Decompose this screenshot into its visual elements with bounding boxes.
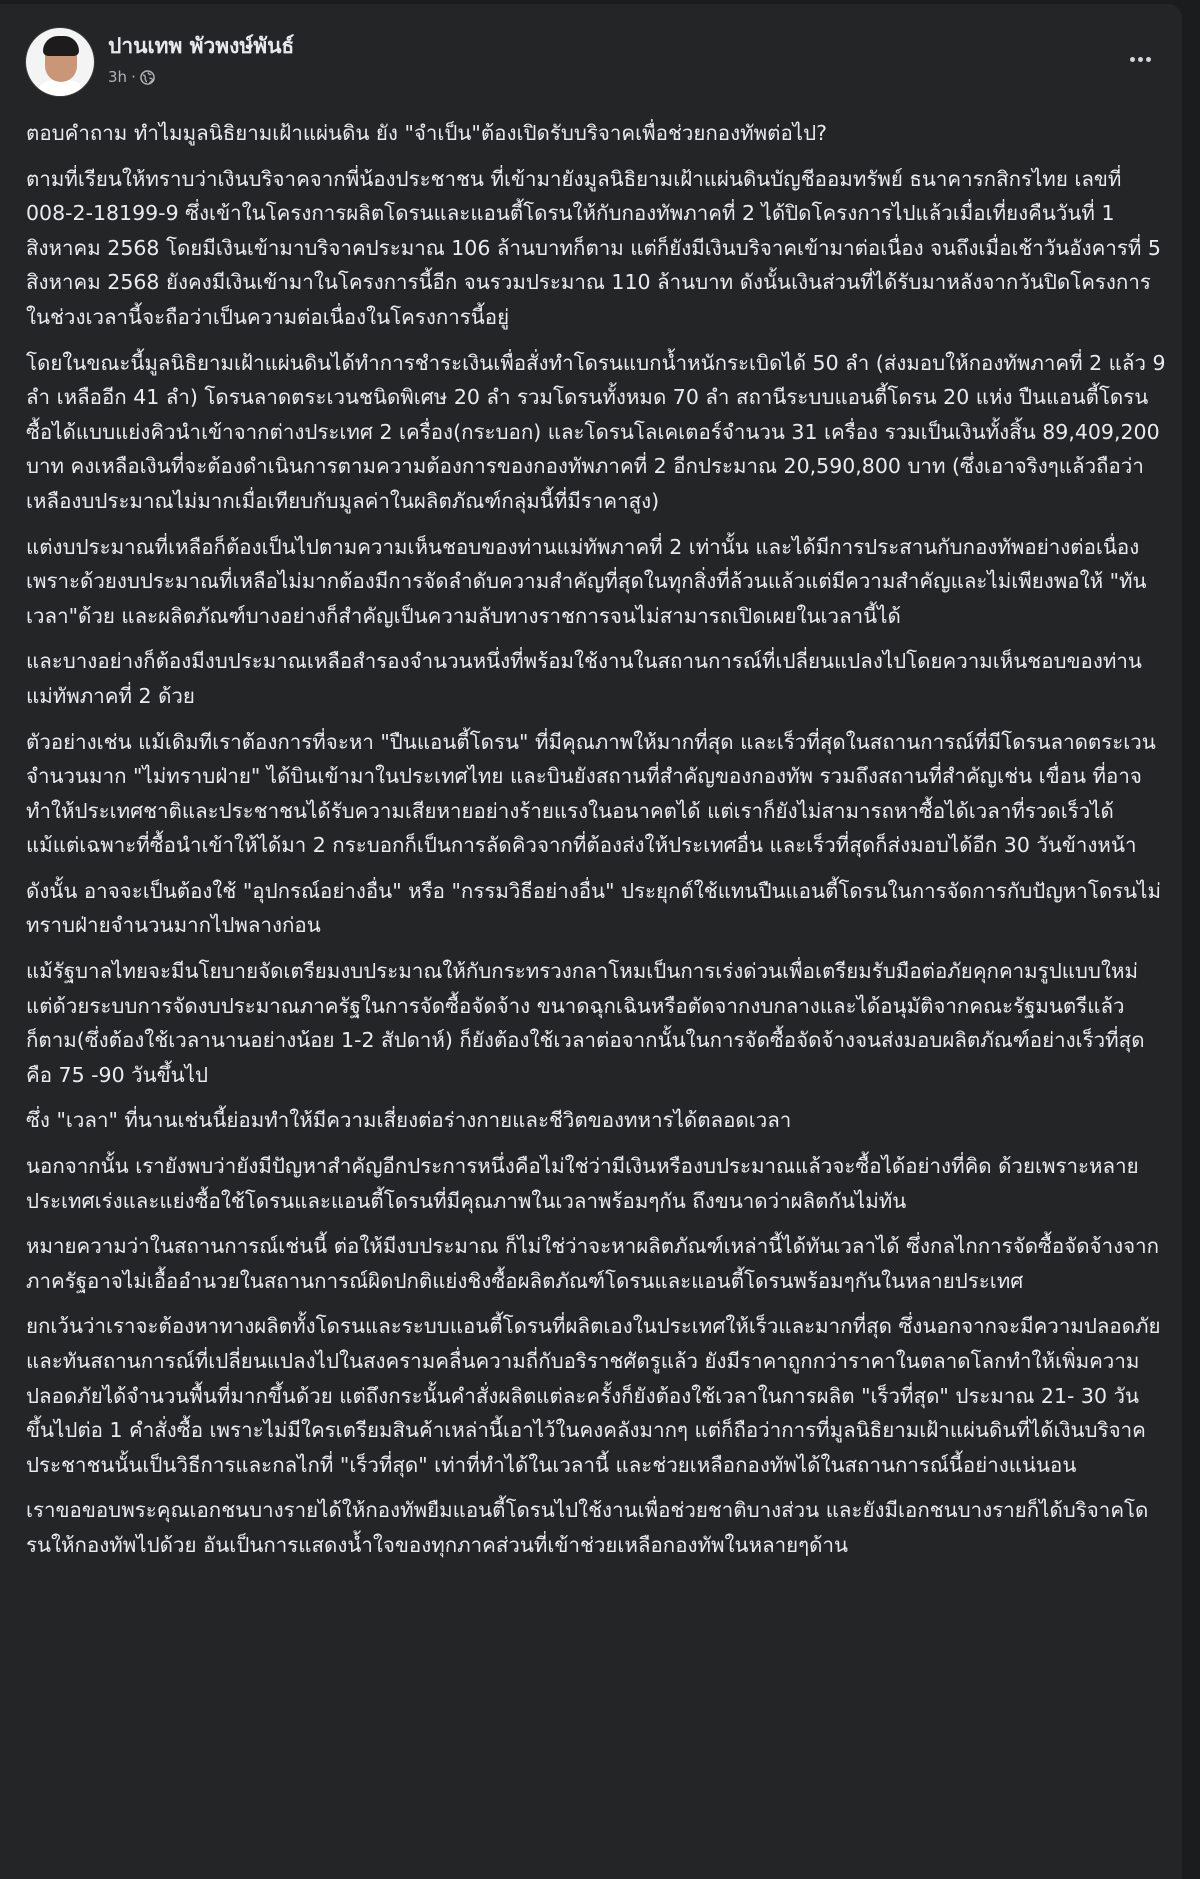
globe-icon[interactable]	[140, 70, 155, 85]
author-name[interactable]: ปานเทพ พัวพงษ์พันธ์	[108, 34, 295, 58]
avatar-hair	[43, 36, 79, 56]
post-paragraph: ตอบคำถาม ทำไมมูลนิธิยามเฝ้าแผ่นดิน ยัง "จำเป็น"ต้องเปิดรับบริจาคเพื่อช่วยกองทัพต่อไป?	[26, 121, 827, 145]
post-paragraph: ยกเว้นว่าเราจะต้องหาทางผลิตทั้งโดรนและระบบแอนตี้โดรนที่ผลิตเองในประเทศให้เร็วและมากที่สุด ซึ่งนอกจากจะมีความปลอดภัยและทันสถานการณ์ที่เปลี่ยนแปลงไปในสงครามคลื่นความถี่กับอริราชศัตรูแล้ว ยังมีราคาถูกกว่าราคาในตลาดโลกทำให้เพิ่มความปลอดภัยได้จำนวนพื้นที่มากขึ้นด้วย แต่ถึงกระนั้นคำสั่งผลิตแต่ละครั้งก็ยังต้องใช้เวลาในการผลิต "เร็วที่สุด" ประมาณ 21- 30 วัน ขึ้นไปต่อ 1 คำสั่งซื้อ เพราะไม่มีใครเตรียมสินค้าเหล่านี้เอาไว้ในคงคลังมากๆ แต่ก็ถือว่าการที่มูลนิธิยามเฝ้าแผ่นดินที่ได้เงินบริจาคประชาชนนั้นเป็นวิธีการและกลไกที่ "เร็วที่สุด" เท่าที่ทำได้ในเวลานี้ และช่วยเหลือกองทัพได้ในสถานการณ์นี้อย่างแน่นอน	[26, 1314, 1161, 1477]
post-paragraph: ตามที่เรียนให้ทราบว่าเงินบริจาคจากพี่น้องประชาชน ที่เข้ามายังมูลนิธิยามเฝ้าแผ่นดินบัญชีออมทรัพย์ ธนาคารกสิกรไทย เลขที่ 008-2-18199-9 ซึ่งเข้าในโครงการผลิตโดรนและแอนตี้โดรนให้กับกองทัพภาคที่ 2 ได้ปิดโครงการไปแล้วเมื่อเที่ยงคืนวันที่ 1 สิงหาคม 2568 โดยมีเงินเข้ามาบริจาคประมาณ 106 ล้านบาทก็ตาม แต่ก็ยังมีเงินบริจาคเข้ามาต่อเนื่อง จนถึงเมื่อเช้าวันอังคารที่ 5 สิงหาคม 2568 ยังคงมีเงินเข้ามาในโครงการนี้อีก จนรวมประมาณ 110 ล้านบาท ดังนั้นเงินส่วนที่ได้รับมาหลังจากวันปิดโครงการในช่วงเวลานี้จะถือว่าเป็นความต่อเนื่องในโครงการนี้อยู่	[26, 166, 1161, 329]
author-avatar[interactable]	[26, 28, 94, 96]
post-body	[26, 116, 1166, 1574]
meta-separator: ·	[131, 68, 136, 86]
more-options-button[interactable]	[1120, 42, 1160, 76]
post-paragraph: ซึ่ง "เวลา" ที่นานเช่นนี้ย่อมทำให้มีความเสี่ยงต่อร่างกายและชีวิตของทหารได้ตลอดเวลา	[26, 1108, 792, 1133]
post-card	[0, 4, 1182, 1879]
more-options-icon-dot	[1130, 57, 1135, 62]
post-paragraph: นอกจากนั้น เรายังพบว่ายังมีปัญหาสำคัญอีกประการหนึ่งคือไม่ใช่ว่ามีเงินหรืองบประมาณแล้วจะซื้อได้อย่างที่คิด ด้วยเพราะหลายประเทศเร่งและแย่งซื้อใช้โดรนและแอนตี้โดรนที่มีคุณภาพในเวลาพร้อมๆกัน ถึงขนาดว่าผลิตกันไม่ทัน	[26, 1154, 1139, 1213]
post-paragraph: หมายความว่าในสถานการณ์เช่นนี้ ต่อให้มีงบประมาณ ก็ไม่ใช่ว่าจะหาผลิตภัณฑ์เหล่านี้ได้ทันเวลาได้ ซึ่งกลไกการจัดซื้อจัดจ้างจากภาครัฐอาจไม่เอื้ออำนวยในสถานการณ์ผิดปกติแย่งชิงซื้อผลิตภัณฑ์โดรนและแอนตี้โดรนพร้อมๆกันในหลายประเทศ	[26, 1234, 1160, 1293]
post-timestamp[interactable]: 3h	[108, 68, 128, 86]
post-paragraph: ตัวอย่างเช่น แม้เดิมทีเราต้องการที่จะหา "ปืนแอนตี้โดรน" ที่มีคุณภาพให้มากที่สุด และเร็วที่สุดในสถานการณ์ที่มีโดรนลาดตระเวนจำนวนมาก "ไม่ทราบฝ่าย" ได้บินเข้ามาในประเทศไทย และบินยังสถานที่สำคัญของกองทัพ รวมถึงสถานที่สำคัญเช่น เขื่อน ที่อาจทำให้ประเทศชาติและประชาชนได้รับความเสียหายอย่างร้ายแรงในอนาคตได้ แต่เราก็ยังไม่สามารถหาซื้อได้เวลาที่รวดเร็วได้ แม้แต่เฉพาะที่ซื้อนำเข้าให้ได้มา 2 กระบอกก็เป็นการลัดคิวจากที่ต้องส่งให้ประเทศอื่น และเร็วที่สุดก็ส่งมอบได้อีก 30 วันข้างหน้า	[26, 729, 1156, 858]
post-paragraph: เราขอขอบพระคุณเอกชนบางรายได้ให้กองทัพยืมแอนตี้โดรนไปใช้งานเพื่อช่วยชาติบางส่วน และยังมีเอกชนบางรายก็ได้บริจาคโดรนให้กองทัพไปด้วย อันเป็นการแสดงน้ำใจของทุกภาคส่วนที่เข้าช่วยเหลือกองทัพในหลายๆด้าน	[26, 1498, 1149, 1557]
post-paragraph: และบางอย่างก็ต้องมีงบประมาณเหลือสำรองจำนวนหนึ่งที่พร้อมใช้งานในสถานการณ์ที่เปลี่ยนแปลงไปโดยความเห็นชอบของท่านแม่ทัพภาคที่ 2 ด้วย	[26, 649, 1142, 708]
more-options-icon-dot	[1138, 57, 1143, 62]
avatar-shirt	[34, 80, 88, 96]
post-paragraph: แม้รัฐบาลไทยจะมีนโยบายจัดเตรียมงบประมาณให้กับกระทรวงกลาโหมเป็นการเร่งด่วนเพื่อเตรียมรับมือต่อภัยคุกคามรูปแบบใหม่ แต่ด้วยระบบการจัดงบประมาณภาครัฐในการจัดซื้อจัดจ้าง ขนาดฉุกเฉินหรือตัดจากงบกลางและได้อนุมัติจากคณะรัฐมนตรีแล้วก็ตาม(ซึ่งต้องใช้เวลานานอย่างน้อย 1-2 สัปดาห์) ก็ยังต้องใช้เวลาต่อจากนั้นในการจัดซื้อจัดจ้างจนส่งมอบผลิตภัณฑ์อย่างเร็วที่สุดคือ 75 -90 วันขึ้นไป	[26, 959, 1145, 1087]
more-options-icon-dot	[1146, 57, 1151, 62]
post-paragraph: แต่งบประมาณที่เหลือก็ต้องเป็นไปตามความเห็นชอบของท่านแม่ทัพภาคที่ 2 เท่านั้น และได้มีการประสานกับกองทัพอย่างต่อเนื่อง เพราะด้วยงบประมาณที่เหลือไม่มากต้องมีการจัดลำดับความสำคัญที่สุดในทุกสิ่งที่ล้วนแล้วแต่มีความสำคัญและไม่เพียงพอให้ "ทันเวลา"ด้วย และผลิตภัณฑ์บางอย่างก็สำคัญเป็นความลับทางราชการจนไม่สามารถเปิดเผยในเวลานี้ได้	[26, 534, 1147, 628]
post-meta	[108, 68, 155, 86]
post-paragraph: ดังนั้น อาจจะเป็นต้องใช้ "อุปกรณ์อย่างอื่น" หรือ "กรรมวิธีอย่างอื่น" ประยุกต์ใช้แทนปืนแอนตี้โดรนในการจัดการกับปัญหาโดรนไม่ทราบฝ่ายจำนวนมากไปพลางก่อน	[26, 878, 1161, 938]
post-header	[0, 4, 1182, 114]
post-paragraph: โดยในขณะนี้มูลนิธิยามเฝ้าแผ่นดินได้ทำการชำระเงินเพื่อสั่งทำโดรนแบกน้ำหนักระเบิดได้ 50 ลำ (ส่งมอบให้กองทัพภาคที่ 2 แล้ว 9 ลำ เหลืออีก 41 ลำ) โดรนลาดตระเวนชนิดพิเศษ 20 ลำ รวมโดรนทั้งหมด 70 ลำ สถานีระบบแอนตี้โดรน 20 แห่ง ปืนแอนตี้โดรน ซื้อได้แบบแย่งคิวนำเข้าจากต่างประเทศ 2 เครื่อง(กระบอก) และโดรนโลเคเตอร์จำนวน 31 เครื่อง รวมเป็นเงินทั้งสิ้น 89,409,200 บาท คงเหลือเงินที่จะต้องดำเนินการตามความต้องการของกองทัพภาคที่ 2 อีกประมาณ 20,590,800 บาท (ซึ่งเอาจริงๆแล้วถือว่าเหลืองบประมาณไม่มากเมื่อเทียบกับมูลค่าในผลิตภัณฑ์กลุ่มนี้ที่มีราคาสูง)	[26, 350, 1166, 513]
